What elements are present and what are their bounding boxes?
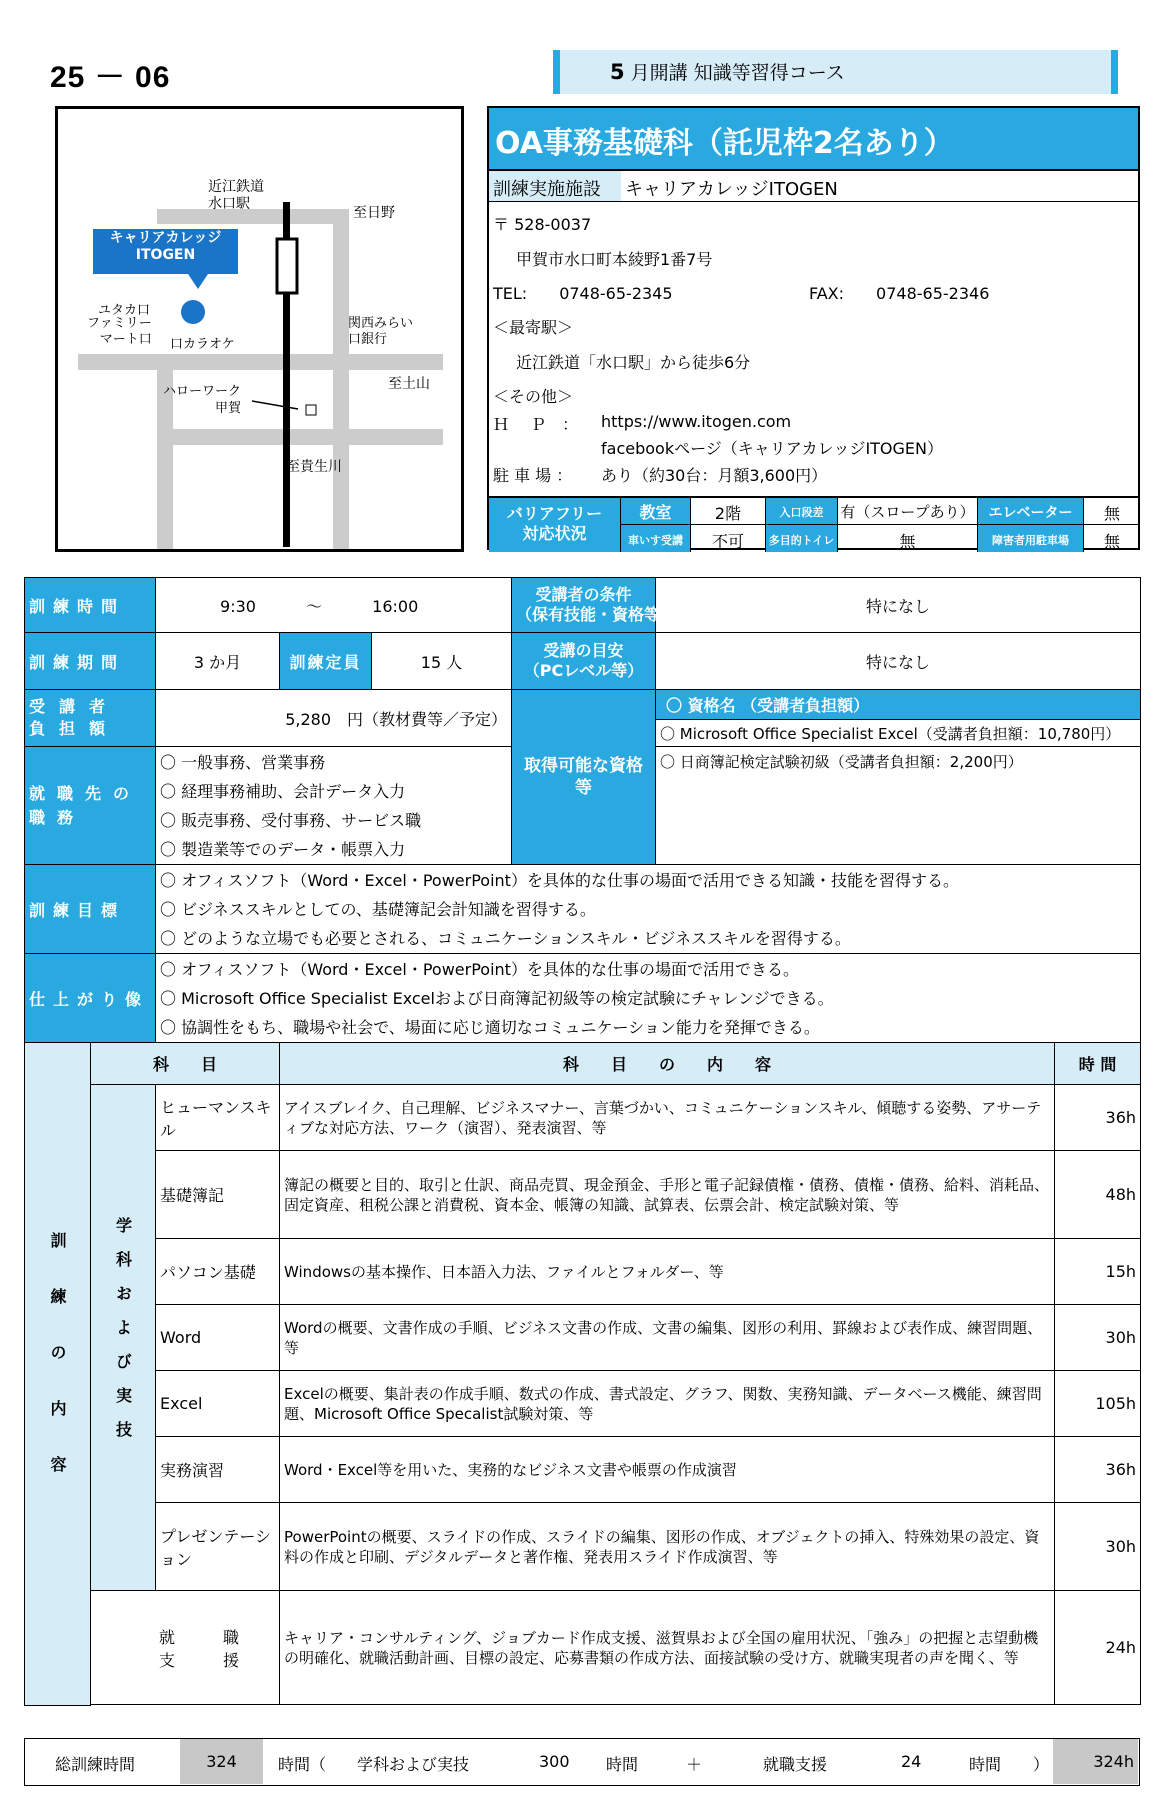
barrier-free-table xyxy=(489,496,1138,552)
subject-name: 基礎簿記 xyxy=(156,1151,280,1239)
curriculum-section-label: 訓練の内容 xyxy=(25,1043,91,1706)
subject-hours: 105h xyxy=(1055,1371,1141,1437)
subject-hours: 36h xyxy=(1055,1085,1141,1151)
nearest-label: ＜最寄駅＞ xyxy=(493,318,574,337)
accessible-parking-value: 無 xyxy=(1103,532,1120,551)
grand-total: 324h xyxy=(1053,1739,1138,1784)
time-end: 16:00 xyxy=(372,596,419,616)
qualification-item-2: 〇 日商簿記検定試験初級（受講者負担額：2,200円） xyxy=(656,747,1141,865)
subject-content: Windowsの基本操作、日本語入力法、ファイルとフォルダー、等 xyxy=(280,1239,1055,1305)
access-map xyxy=(55,106,464,552)
qualification-header: 〇 資格名 （受講者負担額） xyxy=(656,690,1141,720)
goals-label: 訓練目標 xyxy=(25,865,156,954)
subject-hours: 30h xyxy=(1055,1305,1141,1371)
facility-row xyxy=(489,171,1138,202)
content-column-header: 科 目 の 内 容 xyxy=(280,1043,1055,1085)
subject-content: PowerPointの概要、スライドの作成、スライドの編集、図形の作成、オブジェクトの挿入、特殊効果の設定、資料の作成と印刷、デジタルデータと著作権、発表用スライド作成演習、等 xyxy=(280,1503,1055,1591)
accessible-parking-label: 障害者用駐車場 xyxy=(978,525,1084,552)
job-item: 〇 製造業等でのデータ・帳票入力 xyxy=(160,839,406,859)
subject-content: 簿記の概要と目的、取引と仕訳、商品売買、現金預金、手形と電子記録債権・債務、債権・債務、給料、消耗品、固定資産、租税公課と消費税、資本金、帳簿の知識、試算表、伝票会計、検定試験対策、等 xyxy=(280,1151,1055,1239)
subject-column-header: 科 目 xyxy=(91,1043,280,1085)
course-info-box xyxy=(487,106,1140,550)
total-unit-2: 時間 xyxy=(606,1755,639,1774)
support-hours: 24 xyxy=(901,1752,922,1771)
goal-item: 〇 オフィスソフト（Word・Excel・PowerPoint）を具体的な仕事の場面で活用できる知識・技能を習得する。 xyxy=(160,870,959,890)
condition-value: 特になし xyxy=(656,578,1141,633)
toilet-label: 多目的トイレ xyxy=(766,525,838,552)
course-code: 25 － 06 xyxy=(50,61,171,94)
job-support-content: キャリア・コンサルティング、ジョブカード作成支援、滋賀県および全国の雇用状況、「強み」の把握と志望動機の明確化、就職活動計画、目標の設定、応募書類の作成方法、面接試験の受け方、就職実現者の声を聞く、等 xyxy=(280,1591,1055,1705)
parking-info: あり（約30台：月額3,600円） xyxy=(601,466,828,485)
job-item: 〇 販売事務、受付事務、サービス職 xyxy=(160,810,422,830)
facebook-page[interactable]: facebookページ（キャリアカレッジITOGEN） xyxy=(601,439,944,458)
elevator-label: エレベーター xyxy=(978,498,1084,525)
subject-content: Word・Excel等を用いた、実務的なビジネス文書や帳票の作成演習 xyxy=(280,1437,1055,1503)
result-item: 〇 オフィスソフト（Word・Excel・PowerPoint）を具体的な仕事の場面で活用できる。 xyxy=(160,959,799,979)
time-label: 訓練時間 xyxy=(25,578,156,633)
subject-content: アイスブレイク、自己理解、ビジネスマナー、言葉づかい、コミュニケーションスキル、傾聴する姿勢、アサーティブな対応方法、ワーク（演習）、発表演習、等 xyxy=(280,1085,1055,1151)
subject-hours: 48h xyxy=(1055,1151,1141,1239)
total-hours-row xyxy=(24,1738,1140,1786)
hellowork-label: ハローワーク 甲賀 xyxy=(163,384,242,416)
job-item: 〇 経理事務補助、会計データ入力 xyxy=(160,781,406,801)
facility-name: キャリアカレッジITOGEN xyxy=(625,179,838,200)
hours-column-header: 時 間 xyxy=(1055,1043,1141,1085)
subject-name: 実務演習 xyxy=(156,1437,280,1503)
results-list xyxy=(156,954,1141,1043)
elevator-value: 無 xyxy=(1084,498,1140,525)
barrier-free-label: バリアフリー 対応状況 xyxy=(489,498,621,552)
karaoke-label: 口カラオケ xyxy=(170,337,235,352)
subject-content: Wordの概要、文書作成の手順、ビジネス文書の作成、文書の編集、図形の利用、罫線および表作成、練習問題、等 xyxy=(280,1305,1055,1371)
banner-month: 5 xyxy=(610,60,625,84)
course-type-banner xyxy=(553,50,1118,94)
cost-value: 5,280 円（教材費等／予定） xyxy=(156,690,512,747)
job-support-label: 就 職 支 援 xyxy=(91,1591,280,1705)
course-hours-label: 学科および実技 xyxy=(357,1755,470,1774)
subject-hours: 30h xyxy=(1055,1503,1141,1591)
group-label: 学科および実技 xyxy=(91,1085,156,1591)
job-item: 〇 一般事務、営業事務 xyxy=(160,752,326,772)
goal-item: 〇 ビジネススキルとしての、基礎簿記会計知識を習得する。 xyxy=(160,899,596,919)
kansai-bank-label: 関西みらい 口銀行 xyxy=(348,316,414,347)
cost-label: 受講者 負担額 xyxy=(25,690,156,747)
station-label: 近江鉄道 水口駅 xyxy=(208,179,264,212)
family-mart-label: ファミリー マート口 xyxy=(87,316,152,347)
banner-text: 月開講 知識等習得コース xyxy=(630,62,845,84)
plus-sign: ＋ xyxy=(686,1755,703,1774)
course-title: OA事務基礎科（託児枠2名あり） xyxy=(489,108,1138,171)
other-label: ＜その他＞ xyxy=(493,387,574,406)
course-hours: 300 xyxy=(539,1752,570,1771)
yutaka-label: ユタカ口 xyxy=(98,303,151,318)
period-label: 訓練期間 xyxy=(25,633,156,690)
qualification-item-1: 〇 Microsoft Office Specialist Excel（受講者負担額：10,780円） xyxy=(656,720,1141,747)
hp-label: Ｈ Ｐ ： xyxy=(493,415,579,434)
subject-name: ヒューマンスキル xyxy=(156,1085,280,1151)
school-label: キャリアカレッジ ITOGEN xyxy=(109,230,222,263)
wheelchair-value: 不可 xyxy=(691,525,766,552)
time-cell xyxy=(156,578,512,633)
subject-name: パソコン基礎 xyxy=(156,1239,280,1305)
subject-hours: 15h xyxy=(1055,1239,1141,1305)
goals-list xyxy=(156,865,1141,954)
total-hours: 324 xyxy=(180,1739,263,1784)
support-hours-label: 就職支援 xyxy=(763,1755,828,1774)
pc-level-value: 特になし xyxy=(656,633,1141,690)
to-hino-label: 至日野 xyxy=(353,205,395,221)
period-value: 3 か月 xyxy=(156,633,280,690)
pc-level-label: 受講の目安 （PCレベル等） xyxy=(512,633,656,690)
subject-name: Excel xyxy=(156,1371,280,1437)
job-support-hours: 24h xyxy=(1055,1591,1141,1705)
results-label: 仕上がり像 xyxy=(25,954,156,1043)
jobs-label: 就職先の職務 xyxy=(25,747,156,865)
result-item: 〇 Microsoft Office Specialist Excelおよび日商簿記初級等の検定試験にチャレンジできる。 xyxy=(160,988,834,1008)
parking-label: 駐 車 場 ： xyxy=(493,466,573,485)
subject-content: Excelの概要、集計表の作成手順、数式の作成、書式設定、グラフ、関数、実務知識、データベース機能、練習問題、Microsoft Office Specalist試験対策、等 xyxy=(280,1371,1055,1437)
qualification-label: 取得可能な資格等 xyxy=(512,690,656,865)
postal-code: 〒 528-0037 xyxy=(493,215,592,234)
subject-name: Word xyxy=(156,1305,280,1371)
classroom-value: 2階 xyxy=(691,498,766,525)
total-unit-1: 時間（ xyxy=(278,1755,327,1774)
result-item: 〇 協調性をもち、職場や社会で、場面に応じ適切なコミュニケーション能力を発揮できる。 xyxy=(160,1017,820,1037)
address: 甲賀市水口町本綾野1番7号 xyxy=(516,250,713,269)
tel: TEL: 0748-65-2345 xyxy=(493,284,673,303)
total-unit-3: 時間 ） xyxy=(969,1755,1050,1774)
wheelchair-label: 車いす受講 xyxy=(621,525,691,552)
facility-label: 訓練実施施設 xyxy=(489,171,621,201)
hp-url[interactable]: https://www.itogen.com xyxy=(601,412,792,431)
entrance-label: 入口段差 xyxy=(766,498,838,525)
time-separator: ～ xyxy=(306,596,323,616)
to-tsuchiyama-label: 至土山 xyxy=(388,376,430,392)
subject-hours: 36h xyxy=(1055,1437,1141,1503)
subject-name: プレゼンテーション xyxy=(156,1503,280,1591)
goal-item: 〇 どのような立場でも必要とされる、コミュニケーションスキル・ビジネススキルを習得する。 xyxy=(160,928,851,948)
fax: FAX: 0748-65-2346 xyxy=(809,284,990,303)
capacity-label: 訓練定員 xyxy=(280,633,372,690)
classroom-label: 教室 xyxy=(621,498,691,525)
toilet-value: 無 xyxy=(838,525,978,552)
jobs-list xyxy=(156,747,512,865)
to-kibukawa-label: 至貴生川 xyxy=(286,459,342,475)
nearest-station: 近江鉄道「水口駅」から徒歩6分 xyxy=(516,353,751,372)
capacity-value: 15 人 xyxy=(372,633,512,690)
total-label: 総訓練時間 xyxy=(55,1755,136,1774)
entrance-value: 有（スロープあり） xyxy=(838,498,978,525)
course-details-table xyxy=(24,577,1141,1706)
condition-label: 受講者の条件 （保有技能・資格等） xyxy=(512,578,656,633)
time-start: 9:30 xyxy=(220,596,256,616)
